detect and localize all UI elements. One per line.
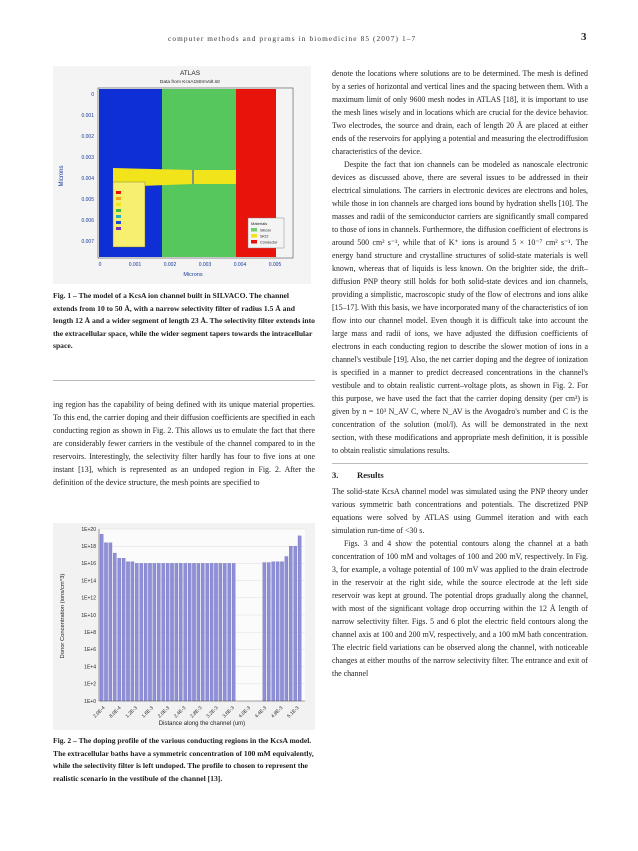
section-title: Results bbox=[357, 470, 384, 480]
running-header bbox=[0, 31, 638, 48]
svg-text:0: 0 bbox=[98, 262, 102, 268]
svg-text:0.006: 0.006 bbox=[81, 218, 94, 224]
svg-text:0.007: 0.007 bbox=[81, 239, 94, 245]
svg-text:0.003: 0.003 bbox=[81, 155, 94, 161]
svg-text:0.004: 0.004 bbox=[233, 262, 247, 268]
figure-1-caption: Fig. 1 – The model of a KcsA ion channel built in SILVACO. The channel extends from 10 to 50 Å, with a narrow selectivity filter of radius 1.5 Å and length 12 Å and a wider segment of length 23 Å. The selectivity filter extends into the extracellular space, while the wider segment tapers towards the intracellular space. bbox=[53, 291, 315, 351]
paragraph-left: ing region has the capability of being defined with its unique material properties. To this end, the carrier doping and their diffusion coefficients are specified in each conducting region as shown in Fig. 2. This allows us to emulate the fact that there are considerably fewer carriers in the vestibule of the channel compared to in the reservoirs. Interestingly, the selectivity filter hardly has four to five ions at one instant [13], which is represented as an undoped region in Fig. 2. After the definition of the device structure, the mesh points are specified to bbox=[53, 400, 315, 487]
figure-1 bbox=[53, 66, 311, 284]
legend-silicon: Silicon bbox=[260, 228, 272, 233]
chart-bar bbox=[131, 562, 134, 701]
chart-y-tick-label: 1E+10 bbox=[81, 612, 96, 619]
fig1-xticks bbox=[99, 262, 282, 268]
legend-sio2: SiO2 bbox=[260, 234, 269, 239]
chart-x-tick-label: 1.6E-3 bbox=[141, 705, 155, 720]
svg-text:0.002: 0.002 bbox=[163, 262, 177, 268]
section-heading-results bbox=[332, 470, 588, 480]
chart-x-tick-label: 4.4E-3 bbox=[254, 705, 269, 720]
chart-bar bbox=[197, 563, 200, 701]
chart-x-tick-label: 5.1E-3 bbox=[286, 705, 301, 720]
chart-bar bbox=[285, 557, 288, 701]
chart-bar bbox=[219, 563, 222, 701]
paragraph-results-1: The solid-state KcsA channel model was simulated using the PNP theory under various symmetric bath concentrations and potentials. The discretized PNP equations were solved by ATLAS using Gummel iteration and with each simulation run-time of <30 s. bbox=[332, 487, 588, 535]
fig1-title: ATLAS bbox=[179, 70, 201, 77]
svg-text:0.004: 0.004 bbox=[81, 176, 94, 182]
chart-bar bbox=[153, 563, 156, 701]
chart-bar bbox=[263, 563, 266, 701]
fig1-xlabel: Microns bbox=[183, 272, 203, 278]
chart-ylabel: Donor Concentration (ions/cm^3) bbox=[60, 573, 66, 659]
chart-y-tick-label: 1E+6 bbox=[84, 647, 96, 654]
section-rule bbox=[332, 463, 588, 464]
chart-bar bbox=[175, 563, 178, 701]
chart-x-tick-label: 4.8E-3 bbox=[270, 705, 285, 720]
svg-text:0: 0 bbox=[91, 92, 94, 98]
chart-bar bbox=[148, 563, 151, 701]
chart-bar bbox=[188, 563, 191, 701]
chart-bar bbox=[192, 563, 195, 701]
figure-2-doping-chart bbox=[53, 523, 315, 730]
materials-legend-title: Materials bbox=[251, 221, 268, 226]
chart-bar bbox=[201, 563, 204, 701]
chart-x-tick-label: 2.8E-3 bbox=[189, 705, 204, 720]
svg-text:0.002: 0.002 bbox=[81, 134, 94, 140]
chart-y-tick-label: 1E+20 bbox=[81, 526, 96, 533]
chart-bar bbox=[210, 563, 213, 701]
svg-text:0.001: 0.001 bbox=[128, 262, 142, 268]
chart-x-tick-label: 3.2E-3 bbox=[206, 705, 220, 720]
chart-bar bbox=[100, 534, 103, 701]
chart-x-tick-label: 2.4E-3 bbox=[173, 705, 188, 720]
chart-x-tick-label: 1.2E-3 bbox=[125, 705, 139, 720]
fig1-yticks bbox=[81, 92, 94, 245]
chart-y-tick-label: 1E+12 bbox=[81, 595, 96, 602]
chart-bar bbox=[276, 562, 279, 701]
chart-y-tick-label: 1E+14 bbox=[81, 578, 96, 585]
fig1-subtitle: Data from KcsA150mVolt.str bbox=[159, 80, 221, 85]
chart-bar bbox=[126, 562, 129, 701]
chart-bar bbox=[144, 563, 147, 701]
section-number: 3. bbox=[332, 470, 339, 480]
chart-bar bbox=[280, 562, 283, 701]
chart-bar bbox=[228, 563, 231, 701]
chart-bar bbox=[289, 546, 292, 701]
svg-text:0.003: 0.003 bbox=[198, 262, 212, 268]
legend-conductor: Conductor bbox=[260, 240, 278, 245]
chart-x-ticks bbox=[92, 705, 300, 719]
chart-bar bbox=[166, 563, 169, 701]
chart-bar bbox=[214, 563, 217, 701]
chart-bar bbox=[294, 546, 297, 701]
chart-bar bbox=[272, 562, 275, 701]
chart-y-tick-label: 1E+8 bbox=[84, 630, 96, 636]
svg-text:0.001: 0.001 bbox=[81, 113, 94, 119]
chart-y-tick-label: 1E+0 bbox=[84, 698, 96, 705]
svg-text:0.005: 0.005 bbox=[81, 197, 94, 203]
chart-bar bbox=[109, 543, 112, 701]
chart-x-tick-label: 3.6E-3 bbox=[222, 705, 236, 720]
chart-bar bbox=[118, 558, 121, 701]
chart-y-tick-label: 1E+16 bbox=[81, 561, 96, 568]
chart-bar bbox=[104, 543, 107, 701]
paragraph-results-2: Figs. 3 and 4 show the potential contours along the channel at a bath concentration of 100 mM and voltages of 100 and 200 mV, respectively. In Fig. 3, for example, a voltage potential of 100 mV was applied to the drain electrode in the reservoir at the right side, while the source electrode at the left side reservoir was kept at ground. The potential drops gradually along the channel, with most of the significant voltage drop occurring within the 12 Å length of narrow selectivity filter. Figs. 5 and 6 plot the electric field contours along the channel axis at 100 and 200 mV, respectively, and a 100 mM bath concentration. The electric field variations can be observed along the channel, with noticeable changes at either mouths of the narrow selectivity filter. The entrance and exit of the channel bbox=[332, 539, 588, 678]
fig1-ylabel: Microns bbox=[59, 165, 65, 187]
journal-title: computer methods and programs in biomedicine 85 (2007) 1–7 bbox=[168, 34, 417, 43]
left-column-text bbox=[53, 398, 315, 489]
chart-bar bbox=[232, 563, 235, 701]
chart-bar bbox=[206, 563, 209, 701]
chart-x-tick-label: 2.0E-3 bbox=[157, 705, 172, 720]
right-column-text bbox=[332, 67, 588, 680]
chart-bar bbox=[122, 558, 125, 701]
chart-x-tick-label: 4.0E-3 bbox=[238, 705, 252, 720]
figure-2-caption: Fig. 2 – The doping profile of the various conducting regions in the KcsA model. The extracellular baths have a symmetric concentration of 100 mM equivalently, while the selectivity filter is left undoped. The profile to chosen to represent the realistic scenario in the vestibule of the channel [13]. bbox=[53, 736, 314, 783]
chart-bar bbox=[223, 563, 226, 701]
chart-x-tick-label: 8.0E-4 bbox=[109, 705, 123, 720]
chart-bar bbox=[135, 563, 138, 701]
chart-x-tick-label: 2.0E-4 bbox=[92, 705, 107, 720]
chart-bar bbox=[184, 563, 187, 701]
paragraph-mesh: denote the locations where solutions are to be determined. The mesh is defined by a series of horizontal and vertical lines and the spacing between them. With a maximum limit of only 9600 mesh nodes in ATLAS [18], it is important to use the mesh lines wisely and in locations which are crucial for the device behavior. Two electrodes, the source and drain, each of length 20 Å are placed at either ends of the reservoirs for applying a potential and measuring the electrodiffusion characteristics of the device. bbox=[332, 69, 588, 156]
chart-bar bbox=[140, 563, 143, 701]
chart-bar bbox=[179, 563, 182, 701]
chart-bar bbox=[298, 536, 301, 701]
svg-text:0.005: 0.005 bbox=[268, 262, 282, 268]
chart-y-tick-label: 1E+18 bbox=[81, 544, 96, 550]
chart-y-tick-label: 1E+2 bbox=[84, 681, 96, 688]
chart-y-tick-label: 1E+4 bbox=[84, 664, 96, 671]
chart-bar bbox=[162, 563, 165, 701]
chart-bar bbox=[170, 563, 173, 701]
chart-bar bbox=[157, 563, 160, 701]
page-number: 3 bbox=[581, 31, 587, 43]
chart-xlabel: Distance along the channel (um) bbox=[158, 721, 246, 727]
chart-bar bbox=[113, 553, 116, 701]
paragraph-ion-channel-modeling: Despite the fact that ion channels can be modeled as nanoscale electronic devices as discussed above, there are several issues to be addressed in their electrical simulations. The carriers in electronic devices are electrons and holes, while those in ion channels are charged ions bound by hydration shells [10]. The masses and radii of the semiconductor carriers are significantly small compared to those of ions in channels. Furthermore, the diffusion coefficient of electrons is around 500 cm² s⁻¹, while that of K⁺ ions is around 5 × 10⁻⁷ cm² s⁻¹. The energy band structure and crystalline structures of solid-state materials is well known, whereas that of liquids is less known. On the brighter side, the drift–diffusion PNP theory still holds for both solid-state devices and ion channels, providing a simplistic, macroscopic study of the flow of electrons and ions alike [15–17]. With this basis, we have incorporated many of the characteristics of ion flow into our channel model. Even though it is difficult take into account the large mass and radii of ions, we have adjusted the diffusion coefficients of electrons in each conducting region to describe the slower motion of ions in a channel's vestibule [19]. Also, the net carrier doping and the degree of ionization is specified in a manner to predict decreased concentrations in the channel's vestibule and to obtain realistic current–voltage plots, as shown in Fig. 2. For this purpose, we have used the fact that the carrier doping density (per cm³) is given by n = 10³ N_AV C, where N_AV is the Avogadro's number and C is the concentration of the solution (mol/l). As will be demonstrated in the next section, with these modifications and appropriate mesh definition, it is possible to obtain realistic simulations results. bbox=[332, 160, 588, 455]
caption-divider bbox=[53, 380, 315, 381]
chart-bar bbox=[267, 563, 270, 701]
